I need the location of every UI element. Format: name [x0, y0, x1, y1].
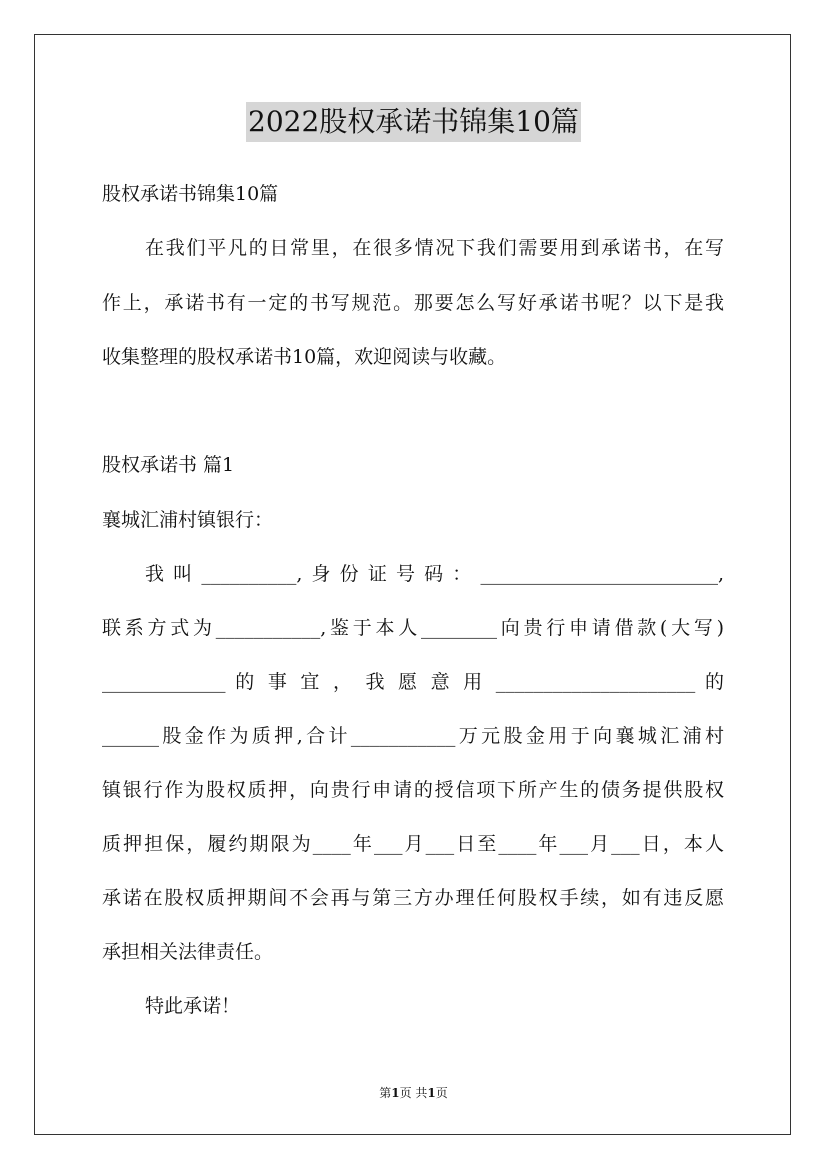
footer-prefix: 第	[379, 1086, 392, 1100]
closing-text: 特此承诺！	[145, 995, 241, 1017]
body-line: _____________ 的 事 宜 ， 我 愿 意 用 _____________________ 的	[102, 671, 724, 693]
body-line: 承诺在股权质押期间不会再与第三方办理任何股权手续，如有违反愿	[102, 887, 724, 909]
body-line: ______股金作为质押,合计___________万元股金用于向襄城汇浦村	[102, 725, 724, 747]
body-line: 镇银行作为股权质押，向贵行申请的授信项下所产生的债务提供股权	[102, 779, 724, 801]
footer-page-total: 1	[427, 1086, 436, 1100]
intro-line: 作上，承诺书有一定的书写规范。那要怎么写好承诺书呢？以下是我	[102, 292, 724, 314]
body-line: 质押担保，履约期限为____年___月___日至____年___月___日，本人	[102, 833, 724, 855]
title-wrap	[0, 102, 827, 142]
footer-page-num: 1	[391, 1086, 400, 1100]
section-heading: 股权承诺书 篇1	[102, 454, 235, 476]
addressee: 襄城汇浦村镇银行：	[102, 509, 274, 531]
intro-line: 在我们平凡的日常里，在很多情况下我们需要用到承诺书，在写	[145, 237, 724, 259]
document-title: 2022股权承诺书锦集10篇	[246, 102, 581, 142]
footer-mid: 页 共	[399, 1086, 428, 1100]
body-line: 我叫__________,身份证号码：_________________________,	[145, 563, 724, 585]
document-subtitle: 股权承诺书锦集10篇	[102, 183, 279, 205]
body-line: 联系方式为___________,鉴于本人________向贵行申请借款(大写)	[102, 617, 724, 639]
body-line: 承担相关法律责任。	[102, 941, 274, 963]
footer-suffix: 页	[435, 1086, 448, 1100]
intro-line: 收集整理的股权承诺书10篇，欢迎阅读与收藏。	[102, 346, 507, 368]
page-footer	[0, 1084, 827, 1101]
